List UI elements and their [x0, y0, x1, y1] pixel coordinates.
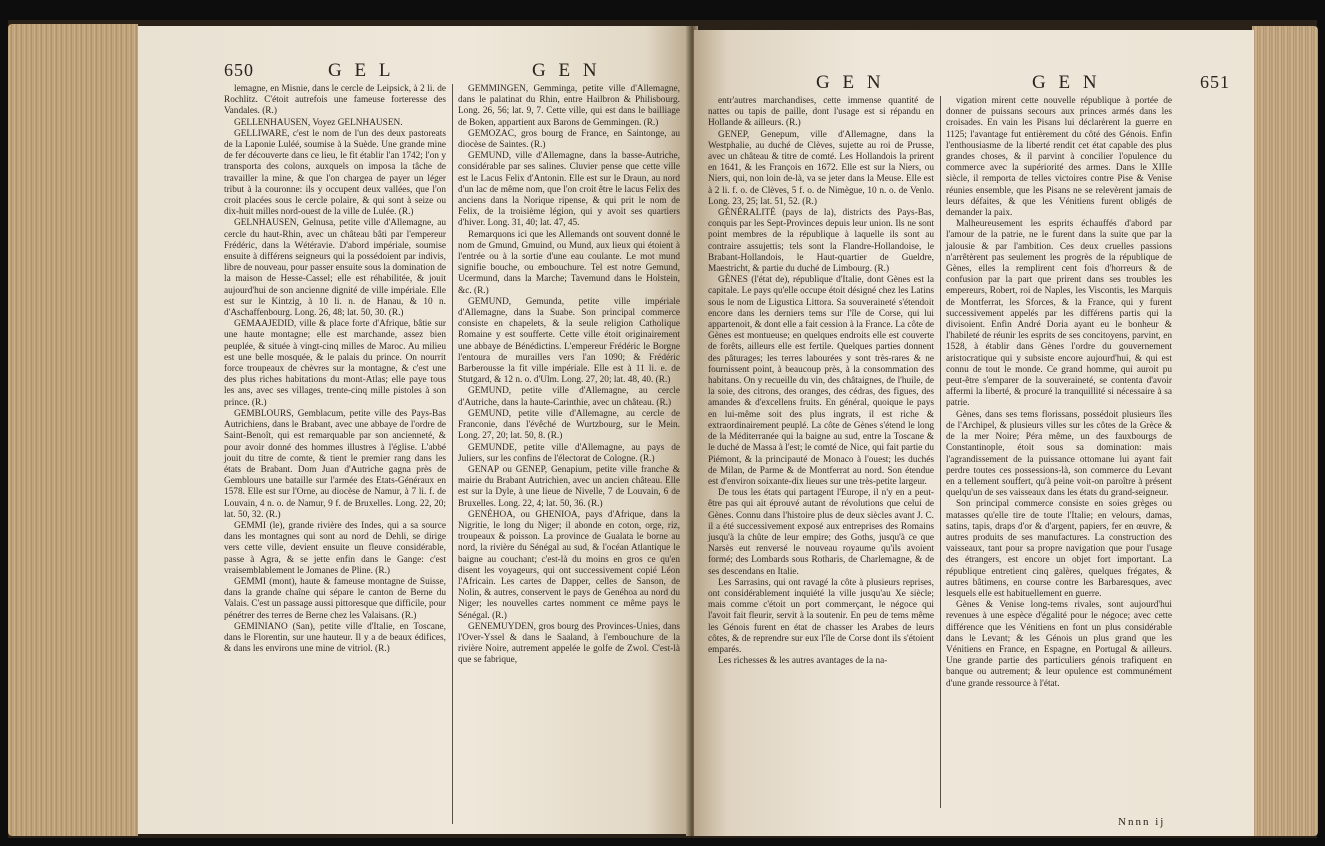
left-column-1	[224, 84, 446, 829]
entry-paragraph: GENEP, Genepum, ville d'Allemagne, dans la Westphalie, au duché de Clèves, sujette au roi de Prusse, avec un château & titre de comté. Les Hollandois la prirent en 1641, & les François en 1672. Elle est sur la Niers, ou Niers, qui, non loin de-là, va se jeter dans la Meuse. Elle est à 2 li. f. o. de Clèves, 5 f. o. de Nimègue, 10 n. o. de Venlo. Long. 23, 25; lat. 51, 52. (R.)	[708, 129, 934, 207]
entry-paragraph: Son principal commerce consiste en soies grèges ou matasses qu'elle tire de toute l'Italie; en velours, damas, satins, tapis, draps d'or & d'argent, papiers, fer en œuvre, & autres produits de ses manufactures. La construction des vaisseaux, tant pour sa propre navigation que pour l'usage des étrangers, est encore un objet fort important. La république entretient cinq galères, quelques frégates, & autres bâtimens, en course contre les Barbaresques, avec lesquels elle est habituellement en guerre.	[946, 499, 1172, 599]
entry-paragraph: entr'autres marchandises, cette immense quantité de nattes ou tapis de paille, dont l'usage est si répandu en Hollande & ailleurs. (R.)	[708, 96, 934, 129]
entry-paragraph: Gènes & Venise long-tems rivales, sont aujourd'hui revenues à une espèce d'égalité pour le négoce; avec cette différence que les Vénitiens en font un plus considérable dans le Levant; & les Génois un plus grand que les Vénitiens en France, en Espagne, en Portugal & ailleurs. Une grande partie des particuliers génois trafiquent en banque ou autrement; & leur opulence est communément d'une grande ressource à l'état.	[946, 600, 1172, 689]
entry-paragraph: GEMUND, petite ville d'Allemagne, au cercle d'Autriche, dans la haute-Carinthie, avec un château. (R.)	[458, 386, 680, 408]
entry-paragraph: Malheureusement les esprits échauffés d'abord par l'amour de la patrie, ne le furent dans la suite que par la jalousie & par l'ambition. Ces deux cruelles passions n'arrêtèrent pas seulement les progrès de la république de Gènes, elles la remplirent cent fois d'horreurs & de confusion par la part que prirent dans ses troubles les empereurs, Robert, roi de Naples, les Viscontis, les Marquis de Montferrat, les Sforces, & la France, qui y furent successivement appelés par les différens partis qui la divisoient. Enfin André Doria ayant eu le bonheur & l'habileté de réunir les esprits de ses concitoyens, parvint, en 1528, à établir dans Gènes l'ordre du gouvernement aristocratique qui y subsiste encore aujourd'hui, & qui est connu de tout le monde. Ce grand homme, qui auroit pu peut-être s'emparer de la souveraineté, se contenta d'avoir affermi la liberté, & procuré la tranquillité si nécessaire à sa patrie.	[946, 219, 1172, 409]
column-rule	[940, 96, 941, 808]
entry-paragraph: GEMAAJEDID, ville & place forte d'Afrique, bâtie sur une haute montagne; elle est marchande, assez bien peuplée, & située à vingt-cinq milles de Maroc. Au milieu est une belle mosquée, & le palais du prince. On nourrit force troupeaux de chèvres sur la montagne, & c'est une des plus riches habitations du mont-Atlas; elle paye tous les ans, avec ses villages, trente-cinq mille pistoles à son prince. (R.)	[224, 319, 446, 408]
entry-paragraph: GELNHAUSEN, Gelnusa, petite ville d'Allemagne, au cercle du haut-Rhin, avec un château bâti par l'empereur Frédéric, dans la Wétéravie. D'abord impériale, soumise ensuite à différens seigneurs qui la possédoient par indivis, libre de nouveau, pour passer ensuite sous la domination de la maison de Hesse-Cassel; elle est réhabilitée, & jouit aujourd'hui de son ancienne dignité de ville impériale. Elle est sur le Kintzig, à 10 li. n. de Hanau, & 10 n. d'Aschaffenbourg. Long. 26, 48; lat. 50, 30. (R.)	[224, 218, 446, 319]
left-running-head-1: G E L	[328, 60, 395, 81]
entry-paragraph: GEMUND, ville d'Allemagne, dans la basse-Autriche, considérable par ses salines. Cluvier pense que cette ville est le Lacus Felix d'Antonin. Elle est sur le Draun, au nord d'un lac de même nom, que l'on croit être le lacus Felix des anciens dans la Norique ripense, & qui prit le nom de Felix, de la troisième légion, qui y avoit ses quartiers d'hiver. Long. 31, 40; lat. 47, 45.	[458, 151, 680, 229]
left-page-edges	[8, 24, 138, 836]
entry-paragraph: De tous les états qui partagent l'Europe, il n'y en a peut-être pas qui ait éprouvé autant de révolutions que celui de Gènes. Connu dans l'histoire plus de deux siècles avant J. C. il a été successivement exposé aux entreprises des Romains jusqu'à la chûte de leur empire; des Goths, jusqu'à ce que Narsès eut renversé le nouveau royaume qu'ils avoient formé; des Lombards sous Rotharis, de Charlemagne, & de ses descendans en Italie.	[708, 488, 934, 577]
entry-paragraph: GEMMI (mont), haute & fameuse montagne de Suisse, dans la grande chaîne qui sépare le canton de Berne du Valais. C'est un passage aussi pittoresque que difficile, pour pénétrer des terres de Berne chez les Valaisans. (R.)	[224, 576, 446, 621]
entry-paragraph: GÈNES (l'état de), république d'Italie, dont Gènes est la capitale. Le pays qu'elle occupe étoit désigné chez les Latins sous le nom de Ligustica Littora. Sa souveraineté s'étendoit encore dans les derniers tems sur l'île de Corse, qui lui appartenoit, & dont elle a fait cession à la France. La côte de Gènes est montueuse; en quelques endroits elle est couverte de forêts, ailleurs elle est fertile. Quelques parties donnent des pâturages; les terres labourées y sont très-rares & ne fournissent point, à beaucoup près, à la consommation des habitans. On y recueille du vin, des châtaignes, de l'huile, de la soie, des citrons, des oranges, des cédras, des figues, des amandes & d'excellens fruits. En général, quoique le pays en lui-même soit des plus ingrats, il est riche & extraordinairement peuplé. La côte de Gènes s'étend le long de la Méditerranée qui la baigne au sud, entre la Toscane & le duché de Massa à l'est; le comté de Nice, qui fait partie du Piémont, & la principauté de Monaco à l'ouest; les duchés de Milan, de Parme & de Montferrat au nord. Son étendue est d'environ soixante-dix lieues sur une très-petite largeur.	[708, 275, 934, 487]
entry-paragraph: Remarquons ici que les Allemands ont souvent donné le nom de Gmund, Gmuind, ou Mund, aux lieux qui étoient à l'entrée ou à la sortie d'une eau coulante. Le mot mund signifie bouche, ou embouchure. Tel est notre Gemund, Ucermund, dans la Marche; Tavemund dans le Holstein, &c. (R.)	[458, 229, 680, 296]
right-page-number: 651	[1200, 72, 1230, 92]
entry-paragraph: GENEMUYDEN, gros bourg des Provinces-Unies, dans l'Over-Yssel & dans le Saaland, à l'embouchure de la rivière Noire, autrement appelée le golfe de Zwol. C'est-là que se fabrique,	[458, 621, 680, 666]
left-running-head-2: G E N	[532, 60, 601, 81]
entry-paragraph: GEMINIANO (San), petite ville d'Italie, en Toscane, dans le Florentin, sur une hauteur. Il y a de beaux édifices, & dans les environs une mine de vitriol. (R.)	[224, 621, 446, 655]
left-page	[138, 26, 690, 834]
right-page-edges	[1252, 26, 1318, 836]
right-page	[694, 30, 1254, 836]
entry-paragraph: Gènes, dans ses tems florissans, possédoit plusieurs îles de l'Archipel, & plusieurs villes sur les côtes de la Grèce & de la mer Noire; Péra même, un des fauxbourgs de Constantinople, étoit sous sa domination: mais l'agrandissement de la puissance ottomane lui ayant fait perdre toutes ces possessions-là, son commerce du Levant en a tellement souffert, qu'à peine voit-on paroître à présent quelqu'un de ses vaisseaux dans les états du grand-seigneur.	[946, 409, 1172, 499]
entry-paragraph: GEMBLOURS, Gemblacum, petite ville des Pays-Bas Autrichiens, dans le Brabant, avec une abbaye de l'ordre de Saint-Benoît, qui est remarquable par son ancienneté, & pour avoir donné des hommes illustres à l'église. L'abbé jouit du titre de comte, & tient le premier rang dans les états de Brabant. Dom Juan d'Autriche gagna près de Gemblours une bataille sur l'armée des Etats-Généraux en 1578. Elle est sur l'Orne, au diocèse de Namur, à 7 li. f. de Louvain, 4 n. o. de Namur, 9 f. de Bruxelles. Long. 22, 20; lat. 50, 32. (R.)	[224, 408, 446, 520]
entry-paragraph: GEMMINGEN, Gemminga, petite ville d'Allemagne, dans le palatinat du Rhin, entre Hailbron & Philisbourg. Long. 26, 56; lat. 9, 7. Cette ville, qui est dans le bailliage de Boken, appartient aux Barons de Gemmingen. (R.)	[458, 84, 680, 128]
left-column-2	[458, 84, 680, 829]
entry-paragraph: GELLENHAUSEN, Voyez GELNHAUSEN.	[234, 117, 403, 128]
left-page-number: 650	[224, 60, 254, 80]
entry-paragraph: GEMMI (le), grande rivière des Indes, qui a sa source dans les montagnes qui sont au nord de Dehli, se dirige vers cette ville, devient ensuite un fleuve considérable, passe à Agra, & se jette enfin dans le Gange: c'est vraisemblablement le Jomanes de Pline. (R.)	[224, 520, 446, 576]
right-column-2	[946, 96, 1172, 808]
entry-paragraph: GENÉHOA, ou GHENIOA, pays d'Afrique, dans la Nigritie, le long du Niger; il abonde en coton, orge, riz, troupeaux & poisson. La province de Gualata le borne au nord, la rivière du Sénégal au sud, & l'océan Atlantique le baigne au couchant; c'est-là du moins en gros ce qu'en disent les voyageurs, qui ont successivement copié Léon l'Africain. Les cartes de Dapper, celles de Sanson, de Nolin, & autres, conservent le pays de Genéhoa au nord du Niger; les nouvelles cartes nomment ce même pays le Sénégal. (R.)	[458, 509, 680, 621]
entry-paragraph: Les richesses & les autres avantages de la na-	[718, 656, 888, 667]
entry-paragraph: Les Sarrasins, qui ont ravagé la côte à plusieurs reprises, ont considérablement inquiété la ville jusqu'au Xe siècle; mais comme c'étoit un port commerçant, le négoce qui l'avoit fait fleurir, servit à la soutenir. En peu de tems même les Génois furent en état de chasser les Arabes de leurs côtes, & de reprendre sur eux l'île de Corse dont ils s'étoient emparés.	[708, 577, 934, 655]
entry-paragraph: lemagne, en Misnie, dans le cercle de Leipsick, à 2 li. de Rochlitz. C'étoit autrefois une fameuse forteresse des Vandales. (R.)	[224, 84, 446, 117]
right-column-1	[708, 96, 934, 808]
entry-paragraph: GEMUNDE, petite ville d'Allemagne, au pays de Juliers, sur les confins de l'électorat de Cologne. (R.)	[458, 442, 680, 464]
entry-paragraph: GEMOZAC, gros bourg de France, en Saintonge, au diocèse de Saintes. (R.)	[458, 128, 680, 151]
entry-paragraph: GÉNÉRALITÉ (pays de la), districts des Pays-Bas, conquis par les Sept-Provinces depuis leur union. Ils ne sont point membres de la république à laquelle ils sont au contraire assujettis; tels sont la Flandre-Hollandoise, le Brabant-Hollandois, le Haut-quartier de Gueldre, Maestricht, & partie du duché de Limbourg. (R.)	[708, 208, 934, 275]
right-running-head-1: G E N	[816, 72, 885, 93]
entry-paragraph: GEMUND, petite ville d'Allemagne, au cercle de Franconie, dans l'évêché de Wurtzbourg, sur le Mein. Long. 27, 20; lat. 50, 8. (R.)	[458, 408, 680, 442]
column-rule	[452, 84, 453, 824]
entry-paragraph: vigation mirent cette nouvelle république à portée de donner de puissans secours aux princes armés dans les croisades. En vain les Pisans lui déclarèrent la guerre en 1125; l'avantage fut entièrement du côté des Génois. Enfin l'enthousiasme de la liberté rendit cet état capable des plus grandes choses, & il parvint à concilier l'opulence du commerce avec la supériorité des armes. Dans le XIIIe siècle, il remporta de telles victoires contre Pise & Venise réunies ensemble, que les Pisans ne se relevèrent jamais de leurs défaites, & que les Vénitiens furent obligés de demander la paix.	[946, 96, 1172, 219]
signature-mark: Nnnn ij	[1118, 816, 1166, 828]
right-running-head-2: G E N	[1032, 72, 1101, 93]
entry-paragraph: GENAP ou GENEP, Genapium, petite ville franche & mairie du Brabant Autrichien, avec un ancien château. Elle est sur la Dyle, à une lieue de Nivelle, 7 de Louvain, 6 de Bruxelles. Long. 22, 4; lat. 50, 36. (R.)	[458, 464, 680, 509]
entry-paragraph: GEMUND, Gemunda, petite ville impériale d'Allemagne, dans la Suabe. Son principal commerce consiste en chapelets, & la seule religion Catholique Romaine y est soufferte. Cette ville étoit originairement une abbaye de Bénédictins. L'empereur Frédéric le Borgne l'entoura de murailles vers l'an 1090; & Frédéric Barberousse la fit ville impériale. Elle est à 11 li. e. de Stutgard, & 12 n. o. d'Ulm. Long. 27, 20; lat. 48, 40. (R.)	[458, 296, 680, 386]
entry-paragraph: GELLIWARE, c'est le nom de l'un des deux pastoreats de la Laponie Luléé, soumise à la Suède. Une grande mine de fer découverte dans ce lieu, le fit établir l'an 1742; l'on y transporta des colons, auxquels on imposa la tâche de travailler la mine, & que l'on chargea de payer un léger tribut à la couronne: ils y occupent deux vallées, que l'on croit placées sous le cercle polaire, & qui sont à seize ou dix-huit milles nord-ouest de la ville de Lulée. (R.)	[224, 128, 446, 218]
